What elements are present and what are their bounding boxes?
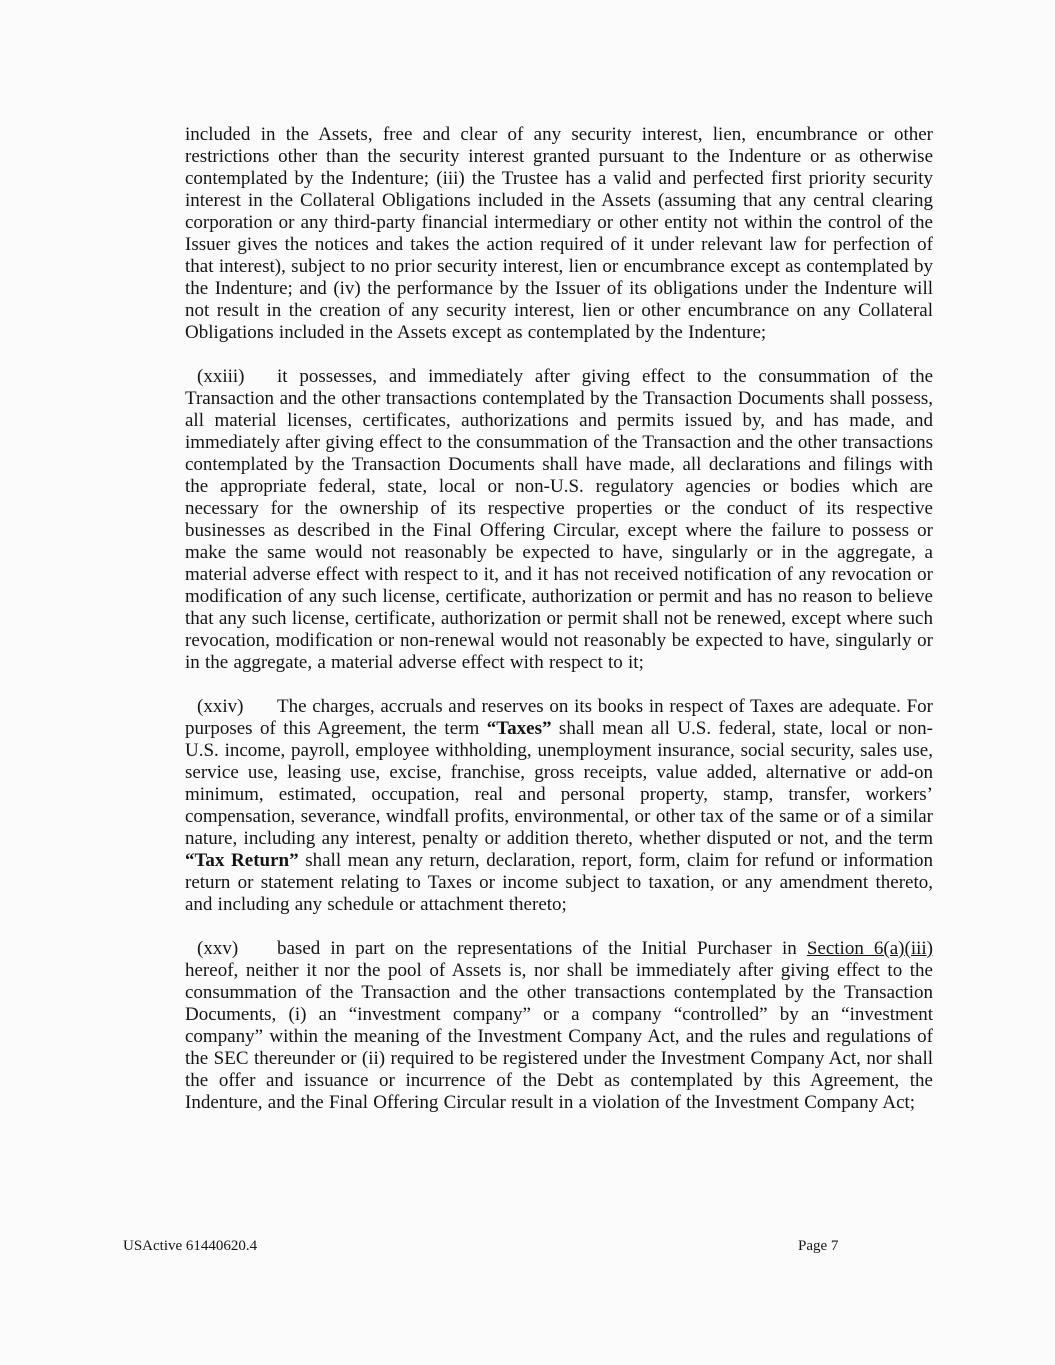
paragraph-xxiv (185, 696, 933, 916)
footer-page-number: Page 7 (798, 1238, 839, 1254)
paragraph-number: (xxv) (197, 938, 239, 959)
paragraph-text: shall mean any return, declaration, report, form, claim for refund or information return or statement relating to Taxes or income subject to taxation, or any amendment thereto, and including any schedule or attachment thereto; (185, 850, 933, 915)
paragraph-text: it possesses, and immediately after giving effect to the consummation of the Transaction and the other transactions contemplated by the Transaction Documents shall possess, all material licenses, certificates, authorizations and permits issued by, and has made, and immediately after giving effect to the consummation of the Transaction and the other transactions contemplated by the Transaction Documents shall have made, all declarations and filings with the appropriate federal, state, local or non-U.S. regulatory agencies or bodies which are necessary for the ownership of its respective properties or the conduct of its respective businesses as described in the Final Offering Circular, except where the failure to possess or make the same would not reasonably be expected to have, singularly or in the aggregate, a material adverse effect with respect to it, and it has not received notification of any revocation or modification of any such license, certificate, authorization or permit and has no reason to believe that any such license, certificate, authorization or permit shall not be renewed, except where such revocation, modification or non-renewal would not reasonably be expected to have, singularly or in the aggregate, a material adverse effect with respect to it; (185, 366, 933, 673)
document-body (185, 124, 933, 1114)
paragraph-text: based in part on the representations of the Initial Purchaser in (277, 938, 807, 959)
paragraph-text: The charges, accruals and reserves on its books in respect of Taxes are adequate. For purposes of this Agreement, the term (185, 696, 933, 739)
section-reference: Section 6(a)(iii) (806, 938, 933, 959)
paragraph-xxv (185, 938, 933, 1114)
paragraph-number: (xxiii) (197, 366, 245, 387)
defined-term-taxes: “Taxes” (486, 718, 552, 739)
paragraph-xxiii (185, 366, 933, 674)
paragraph-continuation (185, 124, 933, 344)
footer-doc-id: USActive 61440620.4 (123, 1238, 258, 1254)
defined-term-tax-return: “Tax Return” (185, 850, 299, 871)
paragraph-number: (xxiv) (197, 696, 244, 717)
paragraph-text: included in the Assets, free and clear of any security interest, lien, encumbrance or other restrictions other than the security interest granted pursuant to the Indenture or as otherwise contemplated by the Indenture; (iii) the Trustee has a valid and perfected first priority security interest in the Collateral Obligations included in the Assets (assuming that any central clearing corporation or any third-party financial intermediary or other entity not within the control of the Issuer gives the notices and takes the action required of it under relevant law for perfection of that interest), subject to no prior security interest, lien or encumbrance except as contemplated by the Indenture; and (iv) the performance by the Issuer of its obligations under the Indenture will not result in the creation of any security interest, lien or other encumbrance on any Collateral Obligations included in the Assets except as contemplated by the Indenture; (185, 124, 933, 343)
paragraph-text: hereof, neither it nor the pool of Assets is, nor shall be immediately after giving effect to the consummation of the Transaction and the other transactions contemplated by the Transaction Documents, (i) an “investment company” or a company “controlled” by an “investment company” within the meaning of the Investment Company Act, and the rules and regulations of the SEC thereunder or (ii) required to be registered under the Investment Company Act, nor shall the offer and issuance or incurrence of the Debt as contemplated by this Agreement, the Indenture, and the Final Offering Circular result in a violation of the Investment Company Act; (185, 960, 933, 1113)
paragraph-text: shall mean all U.S. federal, state, local or non-U.S. income, payroll, employee withholding, unemployment insurance, social security, sales use, service use, leasing use, excise, franchise, gross receipts, value added, alternative or add-on minimum, estimated, occupation, real and personal property, stamp, transfer, workers’ compensation, severance, windfall profits, environmental, or other tax of the same or of a similar nature, including any interest, penalty or addition thereto, whether disputed or not, and the term (185, 718, 934, 849)
